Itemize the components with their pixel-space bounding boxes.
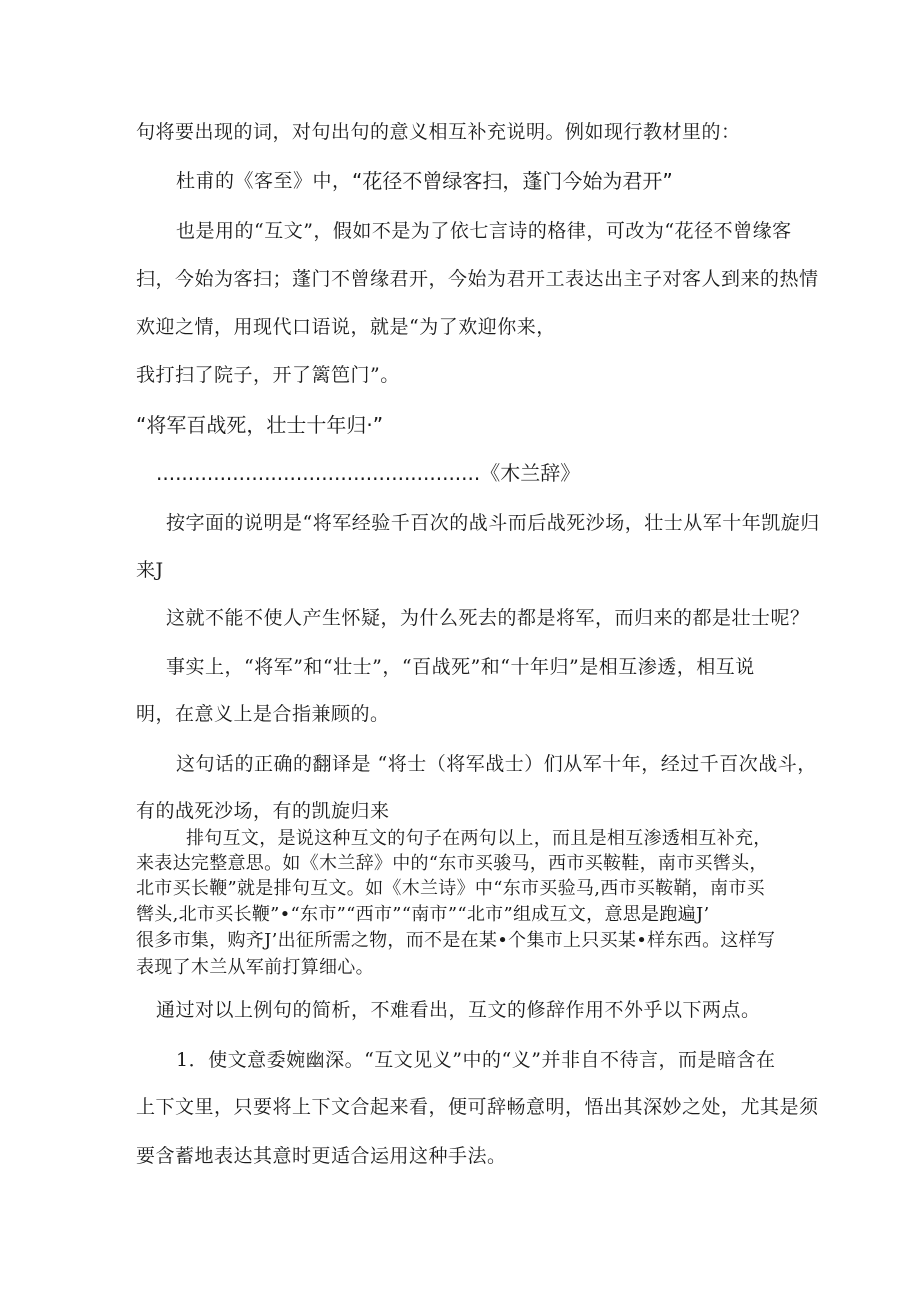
text-line: 我打扫了院子，开了篱笆门”。 (136, 364, 400, 386)
text-line: 表现了木兰从军前打算细心。 (136, 957, 374, 978)
text-line: 排句互文，是说这种互文的句子在两句以上，而且是相互渗透相互补充， (186, 828, 772, 849)
text-line: 按字面的说明是“将军经验千百次的战斗而后战死沙场，壮士从军十年凯旋归 (166, 512, 820, 534)
text-line: 要含蓄地表达其意时更适合运用这种手法。 (136, 1145, 507, 1167)
text-line: 这就不能不使人产生怀疑，为什么死去的都是将军，而归来的都是壮士呢？ (166, 607, 810, 629)
quoted-poem-line: “将军百战死，壮士十年归·” (136, 413, 384, 437)
text-line: 有的战死沙场，有的凯旋归来 (136, 800, 390, 822)
text-line: 扫，今始为客扫；蓬门不曾缘君开，今始为君开工表达出主子对客人到来的热情 (136, 268, 819, 290)
text-line: 很多市集，购齐J’出征所需之物，而不是在某•个集市上只买某•样东西。这样写 (136, 930, 776, 951)
text-line: 欢迎之情，用现代口语说，就是“为了欢迎你来， (136, 316, 556, 338)
text-line: 来J (136, 559, 164, 581)
citation-line: ...................................................《木兰辞》 (156, 461, 581, 485)
text-line: 明，在意义上是合指兼顾的。 (136, 703, 390, 725)
text-line: 句将要出现的词，对句出句的意义相互补充说明。例如现行教材里的： (136, 121, 741, 143)
text-line: 这句话的正确的翻译是 “将士（将军战士）们从军十年，经过千百次战斗， (176, 753, 817, 775)
text-line: 北市买长鞭”就是排句互文。如《木兰诗》中“东市买验马,西市买鞍鞘，南市买 (136, 878, 765, 899)
text-line: 上下文里，只要将上下文合起来看，便可辞畅意明，悟出其深妙之处，尤其是须 (136, 1096, 819, 1118)
text-line: 杜甫的《客至》中， (176, 170, 352, 192)
text-line: 也是用的“互文”，假如不是为了依七言诗的格律，可改为“花径不曾缘客 (176, 220, 792, 242)
text-line: 来表达完整意思。如《木兰辞》中的“东市买骏马，西市买鞍鞋，南市买辔头， (136, 853, 768, 874)
text-line: 1．使文意委婉幽深。“互文见义”中的“义”并非自不待言，而是暗含在 (176, 1049, 776, 1071)
text-line: 通过对以上例句的简析，不难看出，互文的修辞作用不外乎以下两点。 (156, 999, 761, 1021)
quoted-poem-line: “花径不曾绿客扫，蓬门今始为君开” (352, 169, 673, 193)
text-line: 辔头,北市买长鞭”•“东市”“西市”“南市”“北市”组成互文，意思是跑遍J’ (136, 904, 710, 925)
text-line: 事实上，“将军”和“壮士”，“百战死”和“十年归”是相互渗透，相互说 (166, 656, 755, 678)
